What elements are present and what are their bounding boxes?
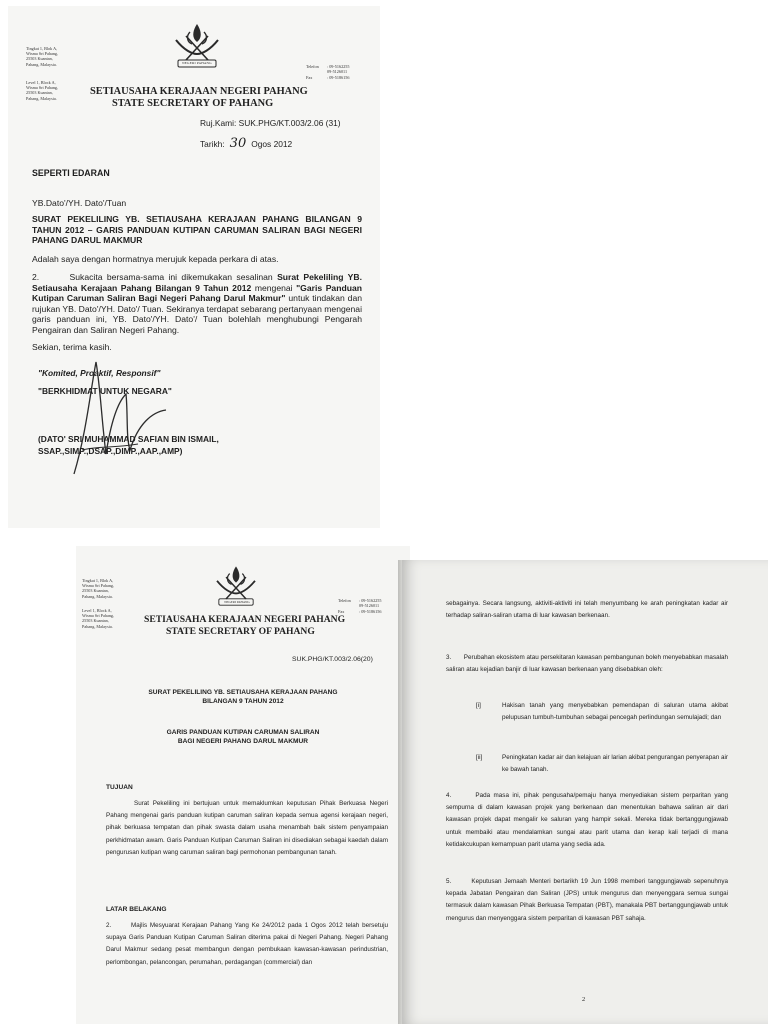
- contact-block: [306, 64, 349, 80]
- heading-latar-belakang: LATAR BELAKANG: [106, 906, 167, 913]
- circular-page-2: [402, 560, 768, 1024]
- circular-label: SEPERTI EDARAN: [32, 168, 110, 178]
- paragraph-3: 3. Perubahan ekosistem atau persekitaran kawasan pembangunan boleh menyebabkan masalah saliran atau kejadian banjir di luar kawasan berkenaan yang disebabkan oleh:: [446, 654, 728, 674]
- tujuan-paragraph: Surat Pekeliling ini bertujuan untuk memaklumkan keputusan Pihak Berkuasa Negeri Pahang mengenai garis panduan kutipan caruman saliran kepada semua agensi kerajaan negeri, pihak berkuasa tempatan dan pihak swasta dalam usaha menambah baik sistem penyampaian perkhidmatan awam. Garis Panduan Kutipan Caruman Saliran ini disediakan sebagai kaedah dalam pengurusan kutipan wang caruman saliran bagi permohonan pembangunan tanah.: [106, 800, 388, 856]
- pahang-crest-icon: [208, 562, 264, 614]
- salutation: YB.Dato'/YH. Dato'/Tuan: [32, 198, 127, 208]
- signatory-titles: SSAP.,SIMP.,DSAP.,DIMP.,AAP.,AMP): [38, 446, 183, 456]
- slogan-2: "BERKHIDMAT UNTUK NEGARA": [38, 386, 172, 396]
- circular-title: SURAT PEKELILING YB. SETIAUSAHA KERAJAAN PAHANG BILANGAN 9 TAHUN 2012: [148, 689, 338, 705]
- continuation-paragraph: sebagainya. Secara langsung, aktiviti-aktiviti ini telah menyumbang ke arah peningkatan kadar air terhadap saliran-saliran utama di luar kawasan berkenaan.: [446, 600, 728, 620]
- crest-motto: NEGERI PAHANG: [224, 600, 250, 604]
- slogan-1: "Komited, Proaktif, Responsif": [38, 368, 161, 378]
- date-line: Tarikh: 30 Ogos 2012: [200, 136, 293, 151]
- closing: Sekian, terima kasih.: [32, 342, 112, 352]
- circular-subtitle: GARIS PANDUAN KUTIPAN CARUMAN SALIRAN BAGI NEGERI PAHANG DARUL MAKMUR: [166, 729, 320, 745]
- reference-number: Ruj.Kami: SUK.PHG/KT.003/2.06 (31): [200, 118, 341, 128]
- paragraph-4: 4. Pada masa ini, pihak pengusaha/pemaju hanya menyediakan sistem perparitan yang sempurna di dalam kawasan projek yang berkenaan dan menentukan bahawa saliran air dari kawasan projek dapat mengalir ke saluran yang hampir sekali. Mereka tidak bertanggungjawab untuk membaiki atau mendalamkan sungai atau parit utama dan kerap kali terjadi di mana ketidakcukupan kemampuan parit utama yang sedia ada.: [446, 792, 728, 848]
- pahang-crest-icon: [166, 20, 228, 76]
- fax-row: Fax : 09-5186156: [306, 74, 350, 80]
- address-block-english: Level 1, Block A, Wisma Sri Pahang, 25503 Kuantan, Pahang, Malaysia.: [26, 80, 59, 101]
- item-ii-text: Peningkatan kadar air dan kelajuan air larian akibat pengurangan penyerapan air ke bawah tanah.: [502, 754, 728, 774]
- handwritten-day: 30: [229, 136, 247, 151]
- item-i-text: Hakisan tanah yang menyebabkan pemendapan di saluran utama akibat pelupusan tumbuh-tumbuhan sebagai pencegah perlindungan semulajadi; dan: [502, 702, 728, 722]
- paragraph-2: 2. Sukacita bersama-sama ini dikemukakan sesalinan Surat Pekeliling YB. Setiausaha Kerajaan Pahang Bilangan 9 Tahun 2012 mengenai "Garis Panduan Kutipan Caruman Saliran Bagi Negeri Pahang Darul Makmur" untuk tindakan dan rujukan YB. Dato'/YH. Dato'/ Tuan. Sekiranya terdapat sebarang pertanyaan mengenai garis panduan ini, YB. Dato'/YH. Dato'/ Tuan bolehlah menghubungi Pengarah Pengairan dan Saliran Negeri Pahang.: [32, 272, 363, 335]
- signatory-name: (DATO' SRI MUHAMMAD SAFIAN BIN ISMAIL,: [38, 434, 219, 444]
- subject-line: SURAT PEKELILING YB. SETIAUSAHA KERAJAAN PAHANG BILANGAN 9 TAHUN 2012 – GARIS PANDUAN KUTIPAN CARUMAN SALIRAN BAGI NEGERI PAHANG DARUL MAKMUR: [32, 214, 362, 246]
- office-title-malay: SETIAUSAHA KERAJAAN NEGERI PAHANG: [144, 614, 346, 625]
- heading-tujuan: TUJUAN: [106, 784, 133, 791]
- item-ii-number: [ii]: [476, 754, 483, 761]
- paragraph-5: 5. Keputusan Jemaah Menteri bertarikh 19 Jun 1998 memberi tanggungjawab sepenuhnya kepada Jabatan Pengairan dan Saliran (JPS) untuk mengurus dan menyenggara semua sungai termasuk dalam kawasan Pihak Berkuasa Tempatan (PBT), manakala PBT bertanggungjawab untuk mengurus dan menyenggara sistem perparitan di kawasan PBT sahaja.: [446, 878, 728, 922]
- circular-reference: SUK.PHG/KT.003/2.06(20): [292, 656, 373, 663]
- address-block-malay: Tingkat 1, Blok A, Wisma Sri Pahang, 25503 Kuantan, Pahang, Malaysia.: [26, 46, 59, 67]
- circular-page-1: [76, 546, 410, 1024]
- phone-row: Telefon : 09-5162255: [306, 64, 350, 69]
- signature-icon: [56, 354, 196, 480]
- office-title-malay: SETIAUSAHA KERAJAAN NEGERI PAHANG: [90, 86, 308, 97]
- address-block-english: Level 1, Block A, Wisma Sri Pahang, 25503 Kuantan, Pahang, Malaysia.: [82, 608, 115, 629]
- cover-letter-page: [8, 6, 380, 528]
- contact-block: Telefon : 09-5162255 09-5126011 Fax : 09-5186156: [338, 598, 382, 614]
- phone-row-2: 09-5126011: [327, 69, 348, 75]
- office-title-english: STATE SECRETARY OF PAHANG: [112, 98, 274, 109]
- page-number: 2: [582, 996, 586, 1003]
- latar-paragraph: 2. Majlis Mesyuarat Kerajaan Pahang Yang Ke 24/2012 pada 1 Ogos 2012 telah bersetuju supaya Garis Panduan Kutipan Caruman Saliran diterima pakai di Negeri Pahang. Negeri Pahang Darul Makmur sedang pesat membangun dengan pembukaan kawasan-kawasan perindustrian, perlombongan, pelancongan, perumahan, perdagangan (commercial) dan: [106, 922, 388, 966]
- crest-motto: NEGERI PAHANG: [182, 61, 212, 65]
- intro-paragraph: Adalah saya dengan hormatnya merujuk kepada perkara di atas.: [32, 254, 279, 264]
- address-block-malay: Tingkat 1, Blok A, Wisma Sri Pahang, 25503 Kuantan, Pahang, Malaysia.: [82, 578, 115, 599]
- item-i-number: [i]: [476, 702, 481, 709]
- office-title-english: STATE SECRETARY OF PAHANG: [166, 626, 315, 637]
